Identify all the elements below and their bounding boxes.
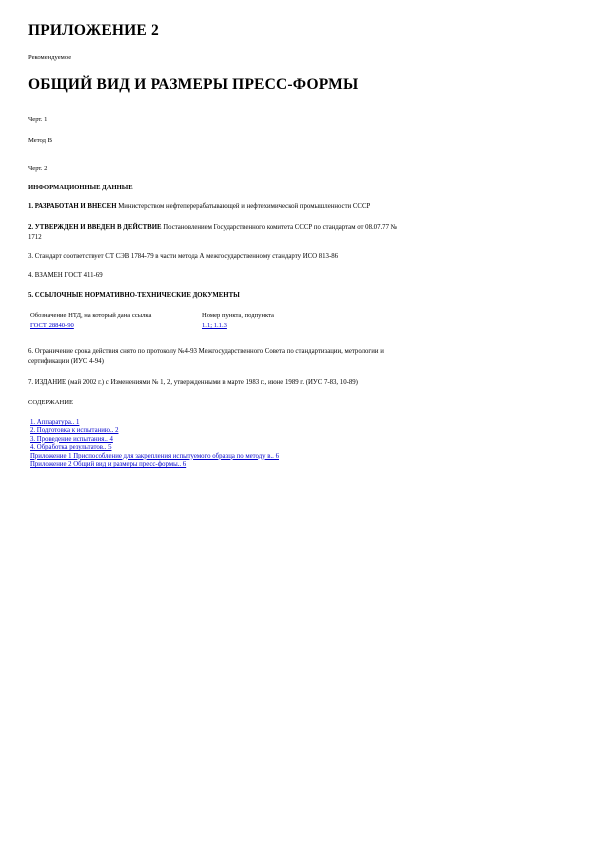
item-2 <box>28 224 397 231</box>
toc-link-testing[interactable]: 3. Проведение испытания.. 4 <box>30 435 113 443</box>
main-title: ОБЩИЙ ВИД И РАЗМЕРЫ ПРЕСС-ФОРМЫ <box>28 76 359 93</box>
item-2-text-line2: 1712 <box>28 234 42 241</box>
item-4: 4. ВЗАМЕН ГОСТ 411-69 <box>28 272 103 279</box>
toc-link-appendix-2[interactable]: Приложение 2 Общий вид и размеры пресс-формы.. 6 <box>30 461 187 469</box>
item-2-lead: 2. УТВЕРЖДЕН И ВВЕДЕН В ДЕЙСТВИЕ <box>28 224 162 231</box>
drawing-2-caption: Черт. 2 <box>28 165 48 172</box>
table-row <box>30 322 276 332</box>
toc-link-appendix-1[interactable]: Приложение 1 Приспособление для закрепления испытуемого образца по методу в.. 6 <box>30 452 279 460</box>
table-cell-doc <box>30 322 202 332</box>
toc-link-preparation[interactable]: 2. Подготовка к испытанию.. 2 <box>30 427 119 435</box>
item-6-line2: сертификации (ИУС 4-94) <box>28 358 104 365</box>
gost-28840-link[interactable]: ГОСТ 28840-90 <box>30 322 74 329</box>
table-header-points: Номер пункта, подпункта <box>202 312 274 319</box>
references-table <box>30 312 276 332</box>
item-1 <box>28 203 370 210</box>
item-2-text-line1: Постановлением Государственного комитета СССР по стандартам от 08.07.77 № <box>163 224 398 231</box>
item-1-lead: 1. РАЗРАБОТАН И ВНЕСЕН <box>28 203 117 210</box>
recommended-label: Рекомендуемое <box>28 54 72 61</box>
table-header-doc: Обозначение НТД, на который дана ссылка <box>30 312 152 319</box>
table-cell-points <box>202 322 276 332</box>
item-5-heading: 5. ССЫЛОЧНЫЕ НОРМАТИВНО-ТЕХНИЧЕСКИЕ ДОКУМЕНТЫ <box>28 292 240 299</box>
table-header-row <box>30 312 276 322</box>
item-7: 7. ИЗДАНИЕ (май 2002 г.) с Изменениями № 1, 2, утвержденными в марте 1983 г., июне 1989 г. (ИУС 7-83, 10-89) <box>28 379 358 386</box>
contents-heading: СОДЕРЖАНИЕ <box>28 399 74 406</box>
drawing-1-caption: Черт. 1 <box>28 116 48 123</box>
item-1-text: Министерством нефтеперерабатывающей и нефтехимической промышленности СССР <box>118 203 371 210</box>
info-heading: ИНФОРМАЦИОННЫЕ ДАННЫЕ <box>28 184 133 191</box>
item-6-line1: 6. Ограничение срока действия снято по протоколу №4-93 Межгосударственного Совета по стандартизации, метрологии и <box>28 348 384 355</box>
points-link[interactable]: 1.1; 1.1.3 <box>202 322 227 329</box>
appendix-title: ПРИЛОЖЕНИЕ 2 <box>28 22 159 39</box>
item-3: 3. Стандарт соответствует СТ СЭВ 1784-79 в части метода А межгосударственному стандарту ИСО 813-86 <box>28 253 339 260</box>
toc-link-apparatus[interactable]: 1. Аппаратура.. 1 <box>30 419 80 426</box>
toc-link-results[interactable]: 4. Обработка результатов.. 5 <box>30 444 112 452</box>
method-b-label: Метод В <box>28 137 53 144</box>
table-of-contents <box>30 419 279 469</box>
